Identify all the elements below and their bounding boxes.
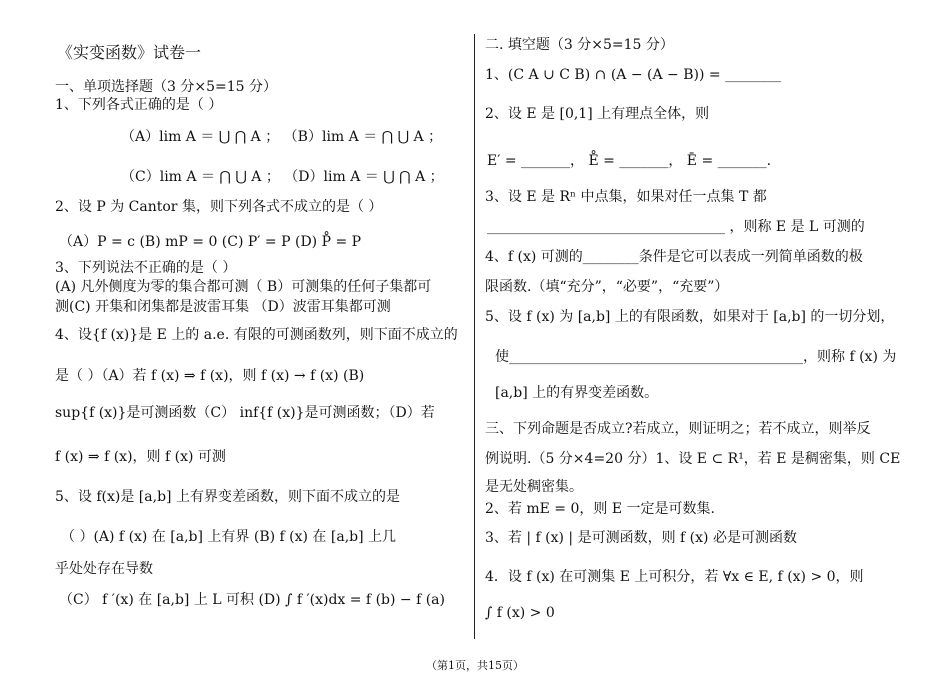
question-text: 乎处处存在导数 [55, 561, 153, 577]
section-heading: 二. 填空题（3 分×5=15 分） [485, 37, 674, 53]
question-text: 是无处稠密集。 [485, 479, 583, 495]
column-divider [474, 34, 475, 639]
question-text: 1、(C A ∪ C B) ∩ (A − (A − B)) = ________ [485, 67, 782, 83]
exam-title: 《实变函数》试卷一 [57, 43, 202, 62]
question-text: (A) 凡外侧度为零的集合都可测（ B）可测集的任何子集都可 [55, 279, 432, 295]
option-line: （A）lim A ＝ ⋃ ⋂ A ； （B）lim A ＝ ⋂ ⋃ A ； [121, 129, 443, 145]
option-line: （A）P = c (B) mP = 0 (C) P′ = P (D) P̊ = P [59, 234, 362, 250]
question-text: 2、设 E 是 [0,1] 上有理点全体，则 [485, 106, 710, 122]
question-text: 2、若 mE = 0，则 E 一定是可数集. [485, 501, 715, 517]
question-text: 是（ ）（A）若 f (x) ⇒ f (x)，则 f (x) → f (x) (B) [55, 368, 365, 384]
question-text: f (x) ⇒ f (x)，则 f (x) 可测 [55, 449, 226, 465]
question-text: 3、设 E 是 Rⁿ 中点集，如果对任一点集 T 都 [485, 189, 767, 205]
question-text: 5、设 f(x)是 [a,b] 上有界变差函数，则下面不成立的是 [55, 489, 400, 505]
section-heading: 三、下列命题是否成立?若成立，则证明之；若不成立，则举反 [485, 421, 871, 437]
question-text: E′ = _______， E̊ = _______， Ē = _______. [487, 153, 772, 169]
question-text: 5、设 f (x) 为 [a,b] 上的有限函数，如果对于 [a,b] 的一切分划， [485, 309, 895, 325]
question-text: 4、设{f (x)}是 E 上的 a.e. 有限的可测函数列，则下面不成立的 [55, 327, 458, 343]
question-text: 例说明.（5 分×4=20 分）1、设 E ⊂ R¹，若 E 是稠密集，则 CE [485, 451, 901, 467]
question-text: [a,b] 上的有界变差函数。 [495, 385, 659, 401]
question-text: __________________________________ ，则称 E 是 L 可测的 [487, 219, 865, 235]
question-text: （C） f ′(x) 在 [a,b] 上 L 可积 (D) ∫ f ′(x)dx = f (b) − f (a) [59, 592, 445, 608]
section-heading: 一、单项选择题（3 分×5=15 分） [55, 79, 277, 95]
question-text: 1、下列各式正确的是（ ） [55, 97, 223, 113]
question-text: （ ）(A) f (x) 在 [a,b] 上有界 (B) f (x) 在 [a,b] 上几 [61, 529, 397, 545]
question-text: 限函数.（填“充分”，“必要”，“充要”） [485, 279, 729, 295]
question-text: sup{f (x)}是可测函数（C） inf{f (x)}是可测函数；（D）若 [55, 405, 435, 421]
page-footer: （第1页，共15页） [426, 659, 524, 672]
question-text: 测(C) 开集和闭集都是波雷耳集 （D）波雷耳集都可测 [55, 299, 391, 315]
question-text: 4．设 f (x) 在可测集 E 上可积分，若 ∀x ∈ E, f (x) > 0，则 [485, 569, 864, 585]
question-text: 使__________________________________________，则称 f (x) 为 [495, 349, 897, 365]
option-line: （C）lim A ＝ ⋂ ⋃ A ； （D）lim A ＝ ⋃ ⋂ A ； [121, 169, 444, 185]
question-text: 3、若 | f (x) | 是可测函数，则 f (x) 必是可测函数 [485, 530, 797, 546]
question-text: 2、设 P 为 Cantor 集，则下列各式不成立的是（ ） [55, 199, 383, 215]
question-text: 4、f (x) 可测的________条件是它可以表成一列简单函数的极 [485, 249, 863, 265]
question-text: ∫ f (x) > 0 [485, 605, 555, 621]
question-text: 3、下列说法不正确的是（ ） [55, 260, 237, 276]
